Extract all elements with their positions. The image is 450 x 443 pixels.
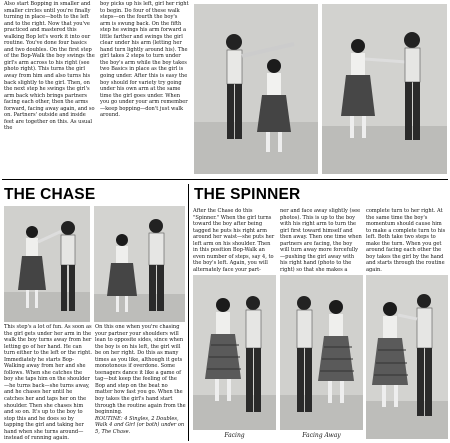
chase-title: THE CHASE <box>4 186 96 203</box>
chase-routine: ROUTINE: 4 Singles, 2 Doubles, Walk 4 and Girl (or both) under on 5, The Chase. <box>95 415 185 435</box>
caption-facing: Facing <box>224 432 245 439</box>
photo-chase-2 <box>94 206 185 322</box>
spinner-text-column-2 <box>280 208 362 273</box>
chase-paragraph-2: On this one when you're chasing your partner your shoulders will lean to opposite sides, since when the boy is on his left, the girl will be on her right. Do this as many times as you like, although it gets monotonous if overdone. Some teenagers dance it like a game of tag—but keep the feeling of the Bop and step on the beat no matter how fast you go. When the boy takes the girl's hand start through the routine again from the beginning. <box>95 324 186 416</box>
caption-facing-away: Facing Away <box>302 432 341 439</box>
spinner-paragraph-3: complete turn to her right. At the same time the boy's momentum should cause him to make a complete turn to his left. Both take two steps to make the turn. When you get around facing each other the boy takes the girl by the hand and starts through the routine again. <box>366 208 446 273</box>
spinner-text-column-1 <box>193 208 275 273</box>
spinner-paragraph-2: ner and face away slightly (see photos). This is up to the boy with his right arm to turn the girl first toward himself and then away. Then one time when partners are facing, the boy will turn away more forcefully—pushing the girl away with his right hand (photo to the right) so that she makes a <box>280 208 362 273</box>
top-text-column-1 <box>4 1 97 132</box>
spinner-title: THE SPINNER <box>194 186 301 203</box>
chase-paragraph-1: This step's a lot of fun. As soon as the girl gets under her arm in the walk the boy turns away from her letting go of her hand. He can turn either to the left or the right. Immediately he starts Bop-Walking away from her and she follows. When she catches the boy she taps him on the shoulder—he turns back—she turns away, and he chases her until he catches her and taps her on the shoulder. Then she chases him and so on. It's up to the boy to stop this and he does so by tapping the girl and taking her hand when she turns around—instead of running again. <box>4 324 92 442</box>
photo-spinner-turn <box>366 275 448 439</box>
photo-couple-walk-1 <box>194 4 318 174</box>
photo-spinner-facing-away <box>280 275 363 430</box>
column-divider <box>188 184 189 441</box>
chase-text-column-1 <box>4 324 92 442</box>
photo-couple-walk-2 <box>322 4 447 174</box>
spinner-text-column-3 <box>366 208 448 273</box>
section-divider-top <box>2 179 448 180</box>
photo-chase-1 <box>4 206 90 322</box>
top-paragraph-2: boy picks up his left, girl her right to begin. Do four of these walk steps—on the fourth the boy's arm is swung back. On the fifth step he swings his arm forward a little farther and swings the girl clear under his arm (letting her hand turn lightly around his). The girl takes 2 steps to turn under the boy's arm while the boy takes two Basics in place as the girl is going under. After this is easy the boy should for variety try going under his own arm at the same time the girl goes under. When you go under your arm remember—keep bopping—don't just walk around. <box>100 1 189 119</box>
top-paragraph-1: Also start Bopping in smaller and smaller circles until you're finally turning in place—both to the left and to the right. Now that you've practiced and mastered this walking Bop let's work it into our routine. You've done four basics and two doubles. On the first step of the Bop-Walk the boy swings the girl's arm across to his right (see photo right). This turns the girl away from him and also turns his back slightly to the girl. Then, on the next step he swings the girl's arm back which brings partners facing each other, then the arms forward, facing away again, and so on. Partners' outside and inside feet are together on this. As usual the <box>4 1 95 132</box>
photo-spinner-facing <box>193 275 276 430</box>
top-text-column-2 <box>100 1 189 119</box>
chase-text-column-2 <box>95 324 186 435</box>
spinner-paragraph-1: After the Chase do this "Spinner." When the girl turns toward the boy after being tagged he puts his right arm around her waist—she puts her left arm on his shoulder. Then in this position Bop-Walk an even number of steps, say 4, to the boy's left. Again, you will alternately face your part- <box>193 208 275 273</box>
